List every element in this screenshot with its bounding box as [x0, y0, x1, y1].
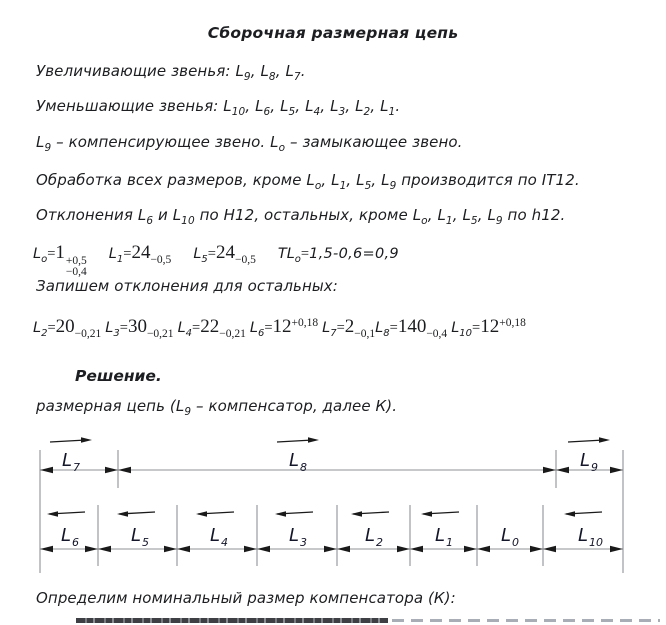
dim-arrowhead-L6-right: [85, 546, 98, 552]
paragraph-processing-it12: Обработка всех размеров, кроме $L_o$, $L_1$, $L_5$, $L_9$ производится по IT12.: [36, 171, 580, 192]
dim-arrowhead-L2-right: [397, 546, 410, 552]
link-vector-arrow-L2: [351, 511, 362, 517]
link-label-L1: $L_1$: [435, 525, 454, 549]
dim-arrowhead-L10-left: [543, 546, 556, 552]
dim-arrowhead-L8-right: [543, 467, 556, 473]
dim-arrowhead-L7-right: [105, 467, 118, 473]
link-label-L7: $L_7$: [62, 450, 81, 474]
stacked-tolerance: +0,5 −0,4: [65, 255, 87, 278]
link-label-L5: $L_5$: [131, 525, 150, 549]
dim-arrowhead-L4-right: [244, 546, 257, 552]
link-vector-arrow-L3: [275, 511, 286, 517]
link-label-L4: $L_4$: [210, 525, 229, 549]
link-vector-arrow-L7: [81, 437, 92, 443]
dim-arrowhead-L7-left: [40, 467, 53, 473]
link-vector-line-L8: [277, 440, 313, 442]
paragraph-decreasing-links: Уменьшающие звенья: $L_{10}$, $L_6$, $L_5$, $L_4$, $L_3$, $L_2$, $L_1$.: [36, 97, 401, 118]
dim-arrowhead-L3-right: [324, 546, 337, 552]
dimension-chain-diagram: [0, 426, 666, 578]
link-label-L9: $L_9$: [580, 450, 599, 474]
link-label-L3: $L_3$: [289, 525, 308, 549]
dim-arrowhead-L10-right: [610, 546, 623, 552]
dim-arrowhead-L1-left: [410, 546, 423, 552]
link-vector-arrow-L5: [117, 511, 128, 517]
dim-arrowhead-L6-left: [40, 546, 53, 552]
dim-arrowhead-L3-left: [257, 546, 270, 552]
link-label-L2: $L_2$: [365, 525, 384, 549]
paragraph-define-nominal: Определим номинальный размер компенсатора (К):: [36, 589, 456, 607]
dim-arrowhead-L0-right: [530, 546, 543, 552]
dim-arrowhead-L2-left: [337, 546, 350, 552]
link-vector-arrow-L10: [564, 511, 575, 517]
page-title: Сборочная размерная цепь: [207, 24, 459, 42]
dim-arrowhead-L4-left: [177, 546, 190, 552]
dim-arrowhead-L8-left: [118, 467, 131, 473]
formula-tolerances-line2: $L_2=20_{-0,21}$ $L_3=30_{-0,21}$ $L_4=22_{-0,21}$ $L_6=12^{+0,18}$ $L_7=2_{-0,1}L_8=140_{-0,4}$ $L_{10}=12^{+0,18}$: [33, 316, 526, 340]
link-label-L10: $L_{10}$: [578, 525, 604, 549]
dim-arrowhead-L5-left: [98, 546, 111, 552]
link-label-L8: $L_8$: [289, 450, 308, 474]
link-vector-line-L7: [50, 440, 86, 442]
formula-tolerances-line1: $L_o=1$ +0,5 −0,4 $L_1=24_{-0,5}$ $L_5=24_{-0,5}$ $TL_o=1,5-0,6=0,9$: [33, 242, 399, 278]
dim-arrowhead-L5-right: [164, 546, 177, 552]
link-vector-arrow-L1: [421, 511, 432, 517]
paragraph-write-deviations: Запишем отклонения для остальных:: [36, 277, 338, 295]
paragraph-link-roles: $L_9$ – компенсирующее звено. $L_o$ – замыкающее звено.: [36, 133, 463, 154]
solution-heading: Решение.: [75, 367, 162, 385]
paragraph-deviations-h12: Отклонения $L_6$ и $L_{10}$ по Н12, остальных, кроме $L_o$, $L_1$, $L_5$, $L_9$ по h12.: [36, 206, 566, 227]
link-vector-line-L9: [568, 440, 604, 442]
paragraph-increasing-links: Увеличивающие звенья: $L_9$, $L_8$, $L_7$.: [36, 62, 306, 83]
link-label-L6: $L_6$: [61, 525, 80, 549]
link-vector-arrow-L9: [599, 437, 610, 443]
dim-arrowhead-L0-left: [477, 546, 490, 552]
paragraph-chain-note: размерная цепь ($L_9$ – компенсатор, далее К).: [36, 397, 398, 418]
link-label-L0: $L_0$: [501, 525, 520, 549]
dim-arrowhead-L1-right: [464, 546, 477, 552]
clipped-text-line-dark: [76, 618, 388, 623]
link-vector-arrow-L8: [308, 437, 319, 443]
clipped-text-line-light: [392, 619, 660, 622]
link-vector-arrow-L6: [47, 511, 58, 517]
dim-arrowhead-L9-left: [556, 467, 569, 473]
link-vector-arrow-L4: [196, 511, 207, 517]
dim-arrowhead-L9-right: [610, 467, 623, 473]
